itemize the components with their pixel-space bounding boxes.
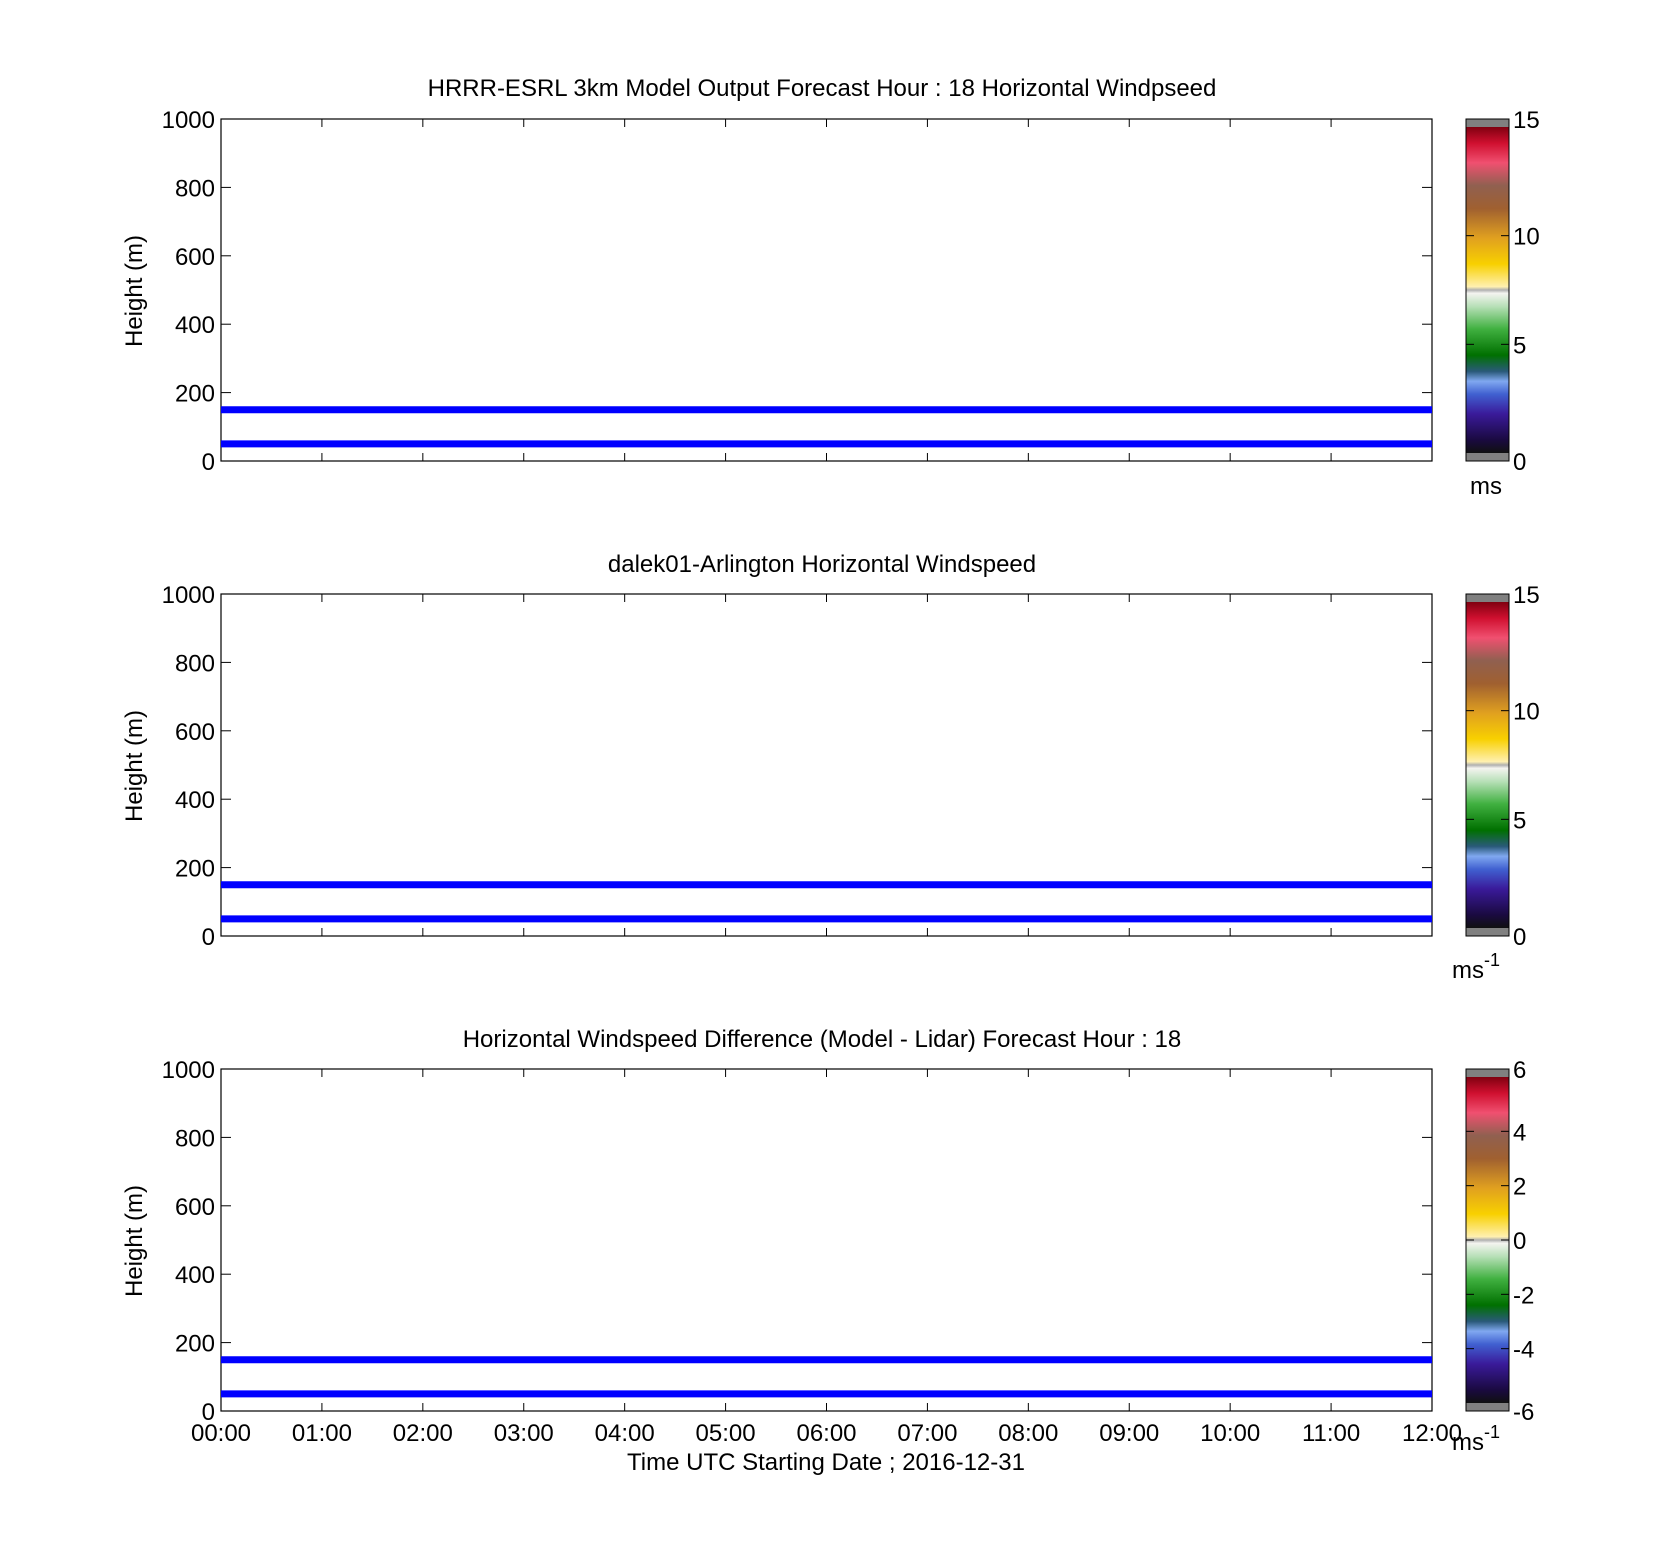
colorbar xyxy=(1466,107,1540,500)
colorbar-tick-label: 0 xyxy=(1513,924,1527,951)
colorbar-unit-superscript: -1 xyxy=(1483,950,1501,970)
y-tick-label: 600 xyxy=(174,1193,215,1221)
x-tick-label: 07:00 xyxy=(897,1420,958,1447)
x-axis-label: Time UTC Starting Date ; 2016-12-31 xyxy=(627,1449,1025,1476)
colorbar-tick-label: -2 xyxy=(1513,1282,1535,1310)
x-tick-label: 05:00 xyxy=(695,1420,756,1447)
y-tick-label: 600 xyxy=(174,718,215,746)
colorbar-unit-base: ms xyxy=(1451,957,1484,984)
y-tick-label: 200 xyxy=(174,1330,215,1358)
colorbar xyxy=(1452,1057,1534,1456)
x-tick-label: 01:00 xyxy=(291,1420,352,1447)
y-tick-label: 200 xyxy=(174,855,215,883)
colorbar-gradient xyxy=(1466,127,1509,453)
y-tick-label: 1000 xyxy=(161,1057,215,1084)
colorbar-tick-label: 5 xyxy=(1513,332,1527,360)
x-tick-label: 08:00 xyxy=(998,1420,1059,1447)
y-tick-label: 600 xyxy=(174,243,215,271)
colorbar-tick-label: 0 xyxy=(1513,449,1527,476)
y-tick-label: 400 xyxy=(174,787,215,815)
colorbar-low-cap xyxy=(1466,453,1509,461)
panel-title: dalek01-Arlington Horizontal Windspeed xyxy=(607,551,1037,578)
x-tick-label: 06:00 xyxy=(796,1420,857,1447)
y-tick-label: 200 xyxy=(174,380,215,408)
y-tick-label: 800 xyxy=(174,1125,215,1153)
colorbar-gradient xyxy=(1466,602,1509,928)
colorbar-tick-label: 4 xyxy=(1513,1119,1527,1147)
x-tick-label: 00:00 xyxy=(190,1420,252,1447)
colorbar-tick-label: -4 xyxy=(1513,1336,1535,1364)
y-axis-label: Height (m) xyxy=(121,709,148,823)
y-tick-label: 1000 xyxy=(161,107,215,134)
y-tick-label: 0 xyxy=(201,924,215,951)
colorbar-high-cap xyxy=(1466,119,1509,127)
x-tick-label: 02:00 xyxy=(392,1420,453,1447)
colorbar-tick-label: 15 xyxy=(1513,582,1540,609)
colorbar-tick-label: 2 xyxy=(1513,1173,1527,1201)
colorbar-unit xyxy=(1452,950,1500,984)
y-tick-label: 400 xyxy=(174,312,215,340)
x-tick-label: 04:00 xyxy=(594,1420,655,1447)
y-tick-label: 1000 xyxy=(161,582,215,609)
colorbar-tick-label: 0 xyxy=(1513,1228,1527,1255)
x-tick-label: 11:00 xyxy=(1301,1420,1361,1447)
colorbar-tick-label: 10 xyxy=(1513,223,1540,251)
y-tick-label: 0 xyxy=(201,1399,215,1426)
y-tick-label: 800 xyxy=(174,650,215,678)
colorbar-high-cap xyxy=(1466,594,1509,602)
y-tick-label: 400 xyxy=(174,1262,215,1290)
colorbar-tick-label: 5 xyxy=(1513,807,1527,835)
x-tick-label: 10:00 xyxy=(1200,1420,1261,1447)
colorbar-unit-superscript: -1 xyxy=(1483,1422,1501,1442)
colorbar xyxy=(1452,582,1540,984)
x-tick-label: 03:00 xyxy=(493,1420,554,1447)
y-tick-label: 800 xyxy=(174,175,215,203)
colorbar-unit-base: ms xyxy=(1470,473,1502,500)
colorbar-low-cap xyxy=(1466,928,1509,936)
panel-title: HRRR-ESRL 3km Model Output Forecast Hour : 18 Horizontal Windpseed xyxy=(427,75,1217,102)
x-tick-label: 09:00 xyxy=(1099,1420,1160,1447)
y-tick-label: 0 xyxy=(201,449,215,476)
colorbar-low-cap xyxy=(1466,1403,1509,1411)
x-tick-label: 12:00 xyxy=(1401,1420,1463,1447)
colorbar-unit xyxy=(1470,473,1502,500)
colorbar-tick-label: 6 xyxy=(1513,1057,1527,1084)
y-axis-label: Height (m) xyxy=(121,1184,148,1298)
panel-lidar-observation xyxy=(121,551,1540,984)
colorbar-unit-base: ms xyxy=(1451,1429,1484,1456)
panel-difference xyxy=(121,1026,1534,1456)
colorbar-tick-label: -6 xyxy=(1513,1399,1535,1426)
y-axis-label: Height (m) xyxy=(121,234,148,348)
panel-model-output xyxy=(121,75,1540,500)
colorbar-tick-label: 15 xyxy=(1513,107,1540,134)
colorbar-high-cap xyxy=(1466,1069,1509,1077)
colorbar-tick-label: 10 xyxy=(1513,698,1540,726)
panel-title: Horizontal Windspeed Difference (Model - Lidar) Forecast Hour : 18 xyxy=(462,1026,1182,1053)
